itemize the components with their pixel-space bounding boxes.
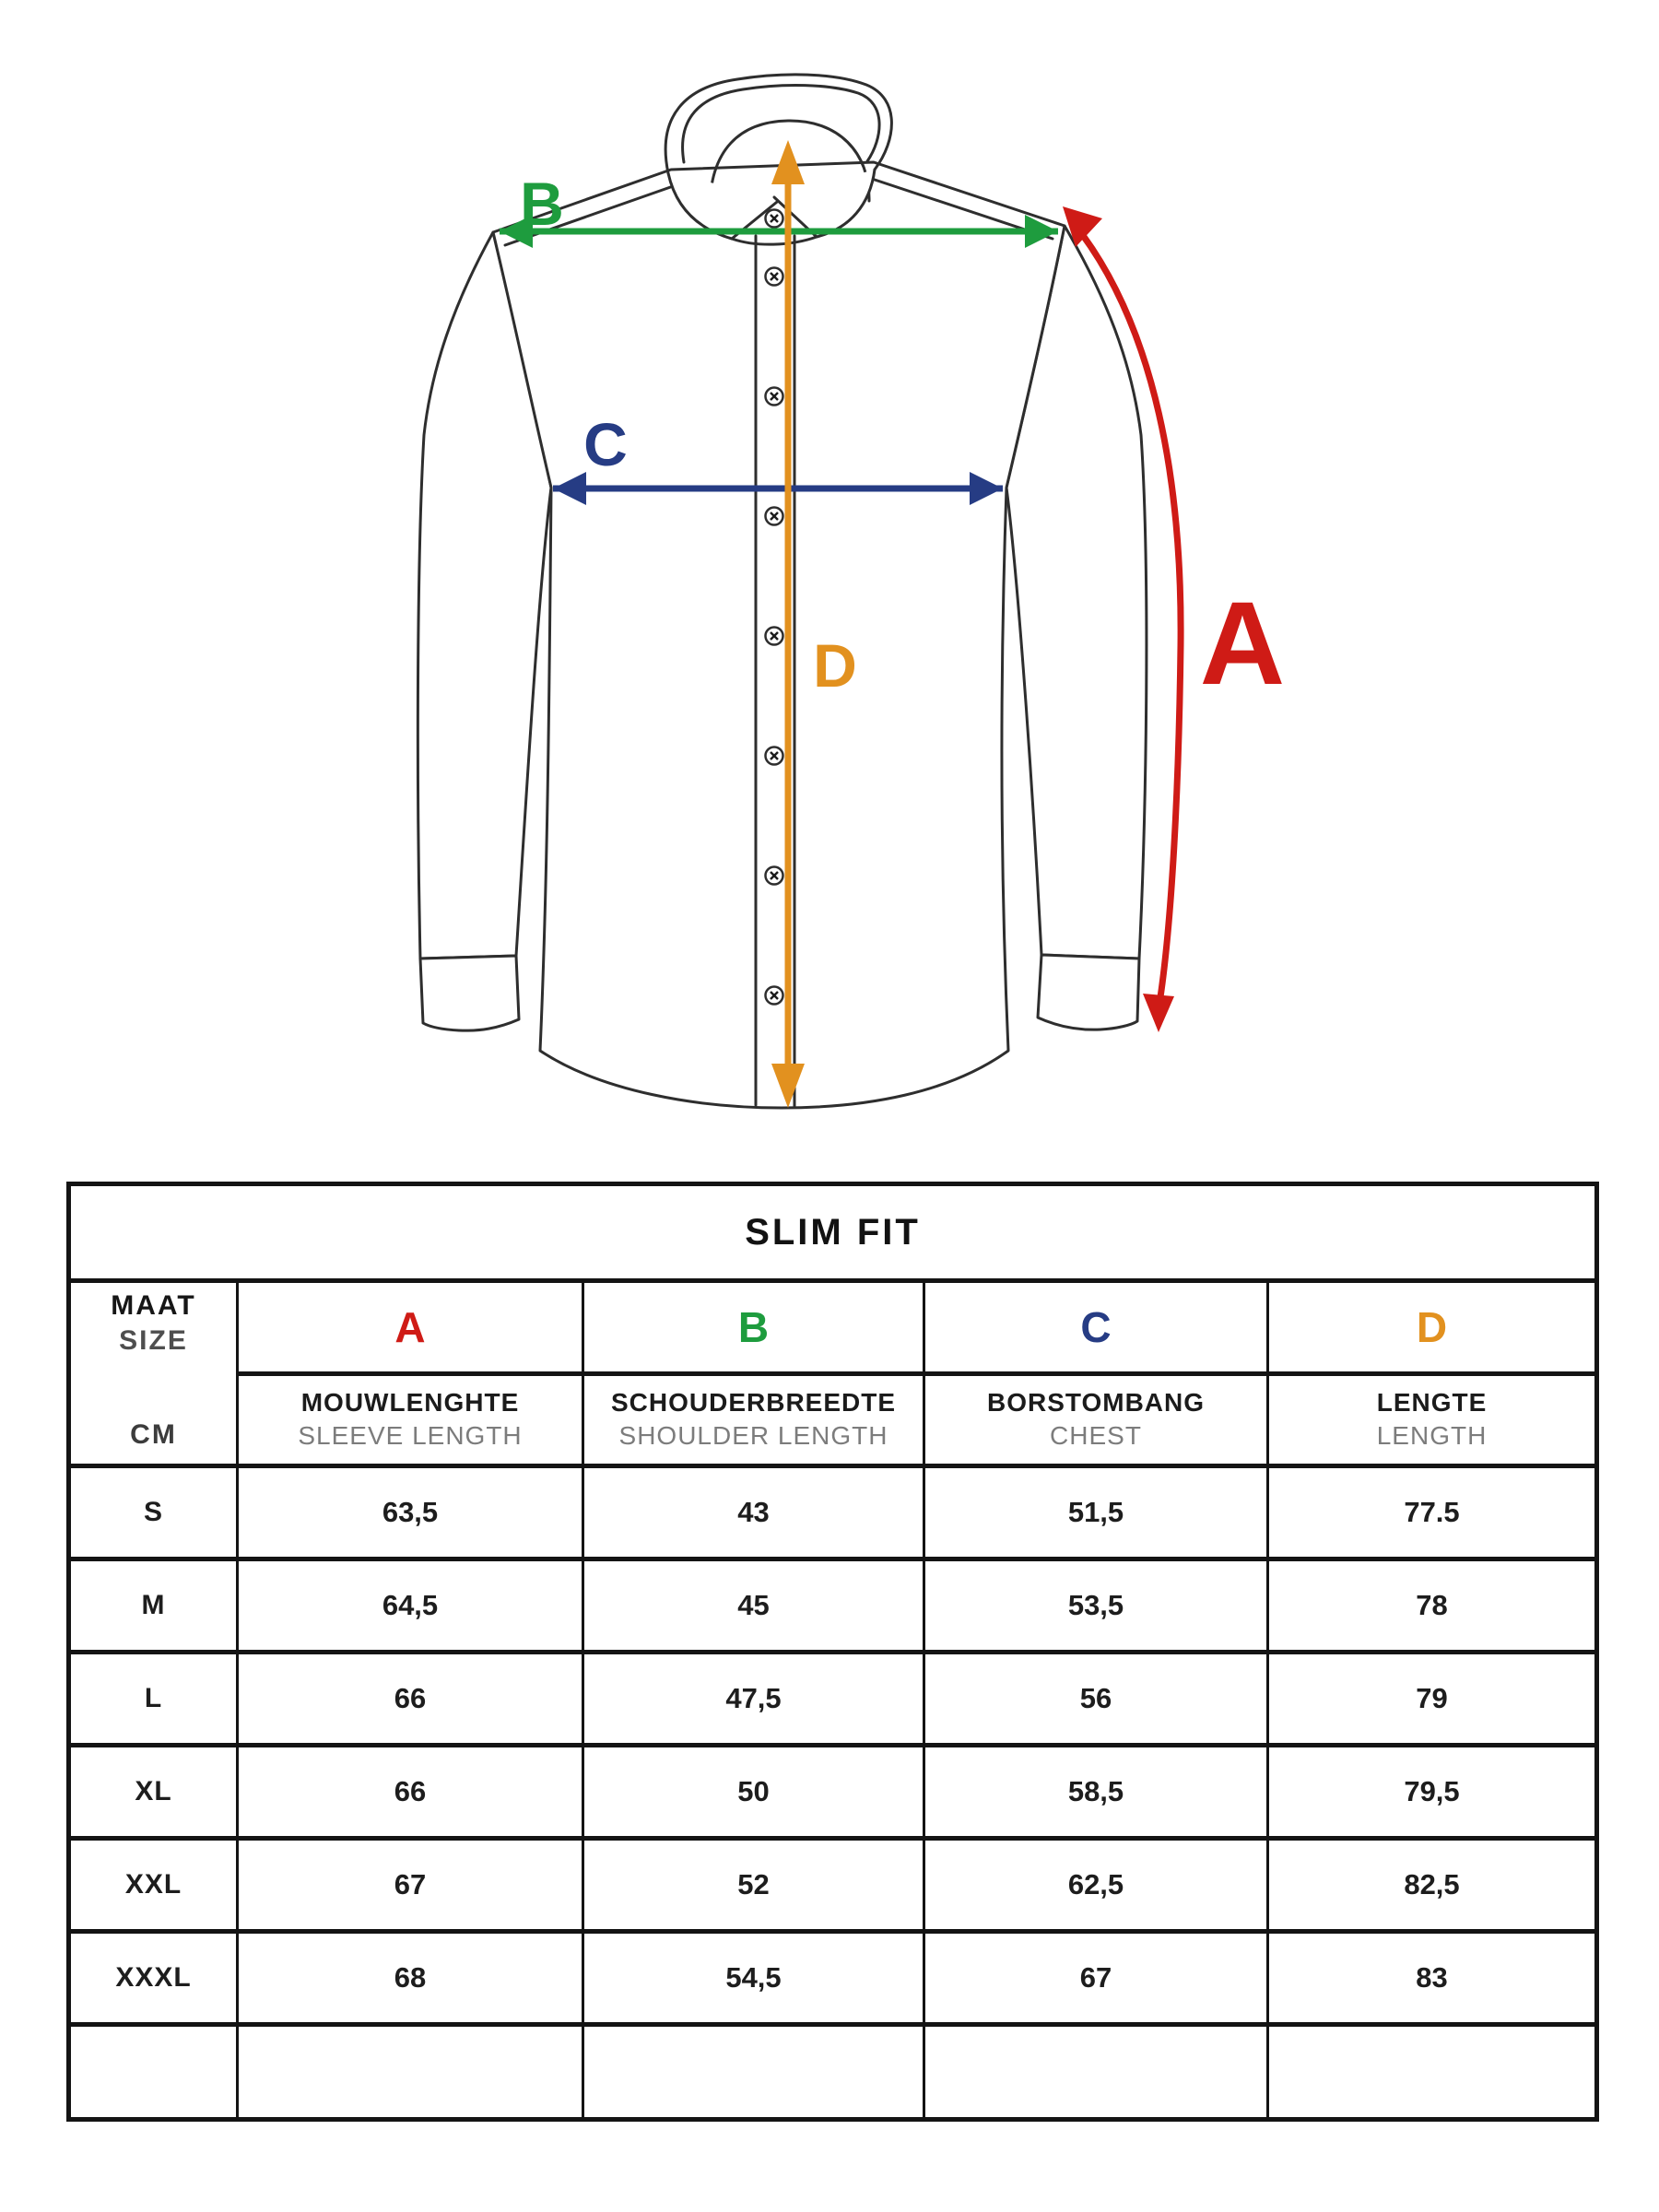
label-b: B [520, 170, 564, 238]
column-english-label: CHEST [1050, 1421, 1142, 1451]
column-letter-d: D [1268, 1281, 1597, 1374]
value-cell: 79 [1268, 1653, 1597, 1746]
table-letter-row [69, 1281, 1597, 1374]
value-cell: 56 [924, 1653, 1268, 1746]
size-label [69, 2025, 238, 2120]
size-label: XXL [69, 1839, 238, 1932]
shirt-button-icon [766, 210, 783, 228]
value-cell: 82,5 [1268, 1839, 1597, 1932]
arrowhead-up-icon [771, 140, 805, 184]
label-a: A [1199, 578, 1286, 710]
value-cell: 54,5 [583, 1932, 924, 2025]
value-cell: 50 [583, 1746, 924, 1839]
table-name-row [69, 1373, 1597, 1466]
value-cell: 63,5 [238, 1466, 583, 1559]
shirt-button-icon [766, 508, 783, 525]
value-cell: 77.5 [1268, 1466, 1597, 1559]
value-cell: 83 [1268, 1932, 1597, 2025]
value-cell: 64,5 [238, 1559, 583, 1653]
size-table-section [66, 1182, 1599, 2122]
value-cell [238, 2025, 583, 2120]
corner-label-maat: MAAT [111, 1290, 196, 1321]
shirt-button-icon [766, 867, 783, 885]
size-label: S [69, 1466, 238, 1559]
value-cell: 68 [238, 1932, 583, 2025]
column-letter-a: A [238, 1281, 583, 1374]
value-cell: 51,5 [924, 1466, 1268, 1559]
value-cell: 53,5 [924, 1559, 1268, 1653]
size-label: L [69, 1653, 238, 1746]
value-cell: 45 [583, 1559, 924, 1653]
value-cell: 58,5 [924, 1746, 1268, 1839]
label-c: C [583, 410, 628, 478]
column-dutch-label: LENGTE [1376, 1387, 1488, 1417]
size-label: XL [69, 1746, 238, 1839]
size-label: M [69, 1559, 238, 1653]
table-title-row [69, 1184, 1597, 1281]
value-cell: 67 [924, 1932, 1268, 2025]
value-cell: 47,5 [583, 1653, 924, 1746]
shirt-button-icon [766, 987, 783, 1005]
arrowhead-down-icon [1143, 994, 1174, 1032]
value-cell: 67 [238, 1839, 583, 1932]
value-cell: 66 [238, 1653, 583, 1746]
value-cell: 78 [1268, 1559, 1597, 1653]
table-row-empty [69, 2025, 1597, 2120]
column-letter-b: B [583, 1281, 924, 1374]
shirt-button-icon [766, 388, 783, 406]
value-cell [1268, 2025, 1597, 2120]
column-name-a [238, 1373, 583, 1466]
collar-outer [665, 75, 891, 173]
value-cell: 62,5 [924, 1839, 1268, 1932]
column-name-d [1268, 1373, 1597, 1466]
column-name-c [924, 1373, 1268, 1466]
right-cuff [1038, 955, 1139, 1030]
column-english-label: LENGTH [1376, 1421, 1488, 1451]
column-dutch-label: SCHOUDERBREEDTE [610, 1387, 897, 1417]
shirt-button-icon [766, 268, 783, 286]
value-cell: 52 [583, 1839, 924, 1932]
corner-label-cm: CM [130, 1419, 177, 1450]
value-cell: 43 [583, 1466, 924, 1559]
column-english-label: SLEEVE LENGTH [298, 1421, 523, 1451]
left-cuff [420, 956, 519, 1030]
table-row-m [69, 1559, 1597, 1653]
shirt-button-icon [766, 628, 783, 645]
value-cell [924, 2025, 1268, 2120]
column-name-b [583, 1373, 924, 1466]
size-table [66, 1182, 1599, 2122]
collar-inner-line [683, 85, 880, 162]
corner-label-size: SIZE [119, 1324, 188, 1356]
label-d: D [813, 631, 857, 700]
column-dutch-label: BORSTOMBANG [986, 1387, 1206, 1417]
value-cell: 79,5 [1268, 1746, 1597, 1839]
table-row-xxxl [69, 1932, 1597, 2025]
column-letter-c: C [924, 1281, 1268, 1374]
value-cell [583, 2025, 924, 2120]
table-row-l [69, 1653, 1597, 1746]
shirt-button-icon [766, 747, 783, 765]
column-dutch-label: MOUWLENGHTE [300, 1387, 520, 1417]
table-row-s [69, 1466, 1597, 1559]
corner-cell [69, 1281, 238, 1466]
value-cell: 66 [238, 1746, 583, 1839]
table-row-xl [69, 1746, 1597, 1839]
size-label: XXXL [69, 1932, 238, 2025]
table-row-xxl [69, 1839, 1597, 1932]
table-title: SLIM FIT [69, 1184, 1597, 1281]
column-english-label: SHOULDER LENGTH [618, 1421, 888, 1451]
